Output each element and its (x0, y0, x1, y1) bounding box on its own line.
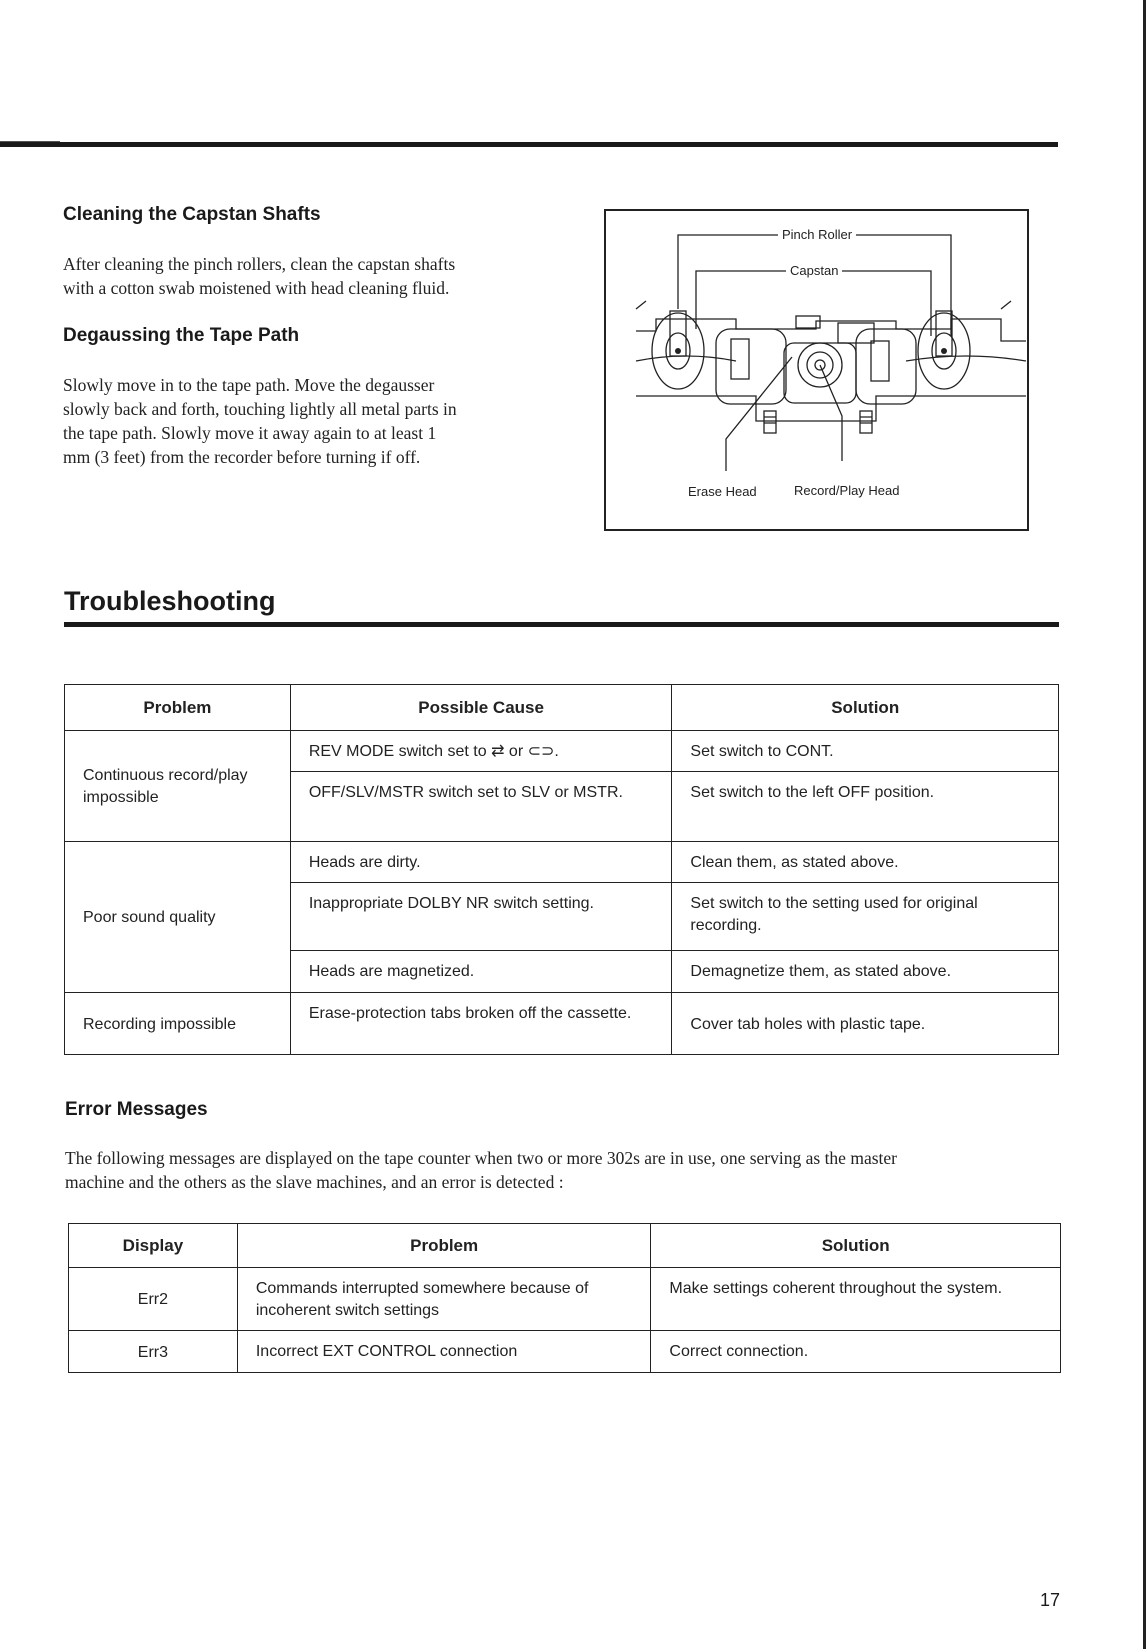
error-problem-cell (237, 1268, 651, 1331)
cause-text: REV MODE switch set to ⇄ or ⊂⊃. (308, 743, 559, 760)
problem-header: Problem (65, 685, 291, 731)
error-solution-header: Solution (651, 1224, 1061, 1268)
erase-head-label: Erase Head (688, 484, 757, 499)
solution-cell (672, 951, 1059, 993)
error-solution-cell (651, 1268, 1061, 1331)
degaussing-heading: Degaussing the Tape Path (63, 325, 300, 346)
troubleshooting-rule (64, 622, 1059, 627)
solution-text: Clean them, as stated above. (690, 854, 899, 871)
capstan-label: Capstan (786, 263, 842, 278)
troubleshooting-header-row (65, 685, 1059, 731)
solution-text: Set switch to the left OFF position. (690, 784, 935, 801)
cleaning-text-line-2: with a cotton swab moistened with head cleaning fluid. (63, 278, 450, 298)
problem-cell (65, 731, 291, 842)
cause-cell (290, 951, 672, 993)
cause-cell (290, 842, 672, 883)
cause-text: Heads are magnetized. (308, 963, 475, 980)
problem-cell (65, 993, 291, 1055)
pinch-roller-label: Pinch Roller (778, 227, 856, 242)
solution-text: Set switch to the setting used for original recording. (690, 895, 978, 934)
error-header-row (69, 1224, 1061, 1268)
cause-cell (290, 731, 672, 772)
error-messages-heading: Error Messages (65, 1099, 208, 1120)
degaussing-text-line-4: mm (3 feet) from the recorder before turning if off. (63, 447, 421, 467)
cause-cell (290, 883, 672, 951)
page-number: 17 (1040, 1590, 1061, 1610)
table-row (65, 731, 1059, 772)
cause-text: Erase-protection tabs broken off the cassette. (308, 1005, 632, 1022)
solution-text: Cover tab holes with plastic tape. (690, 1015, 926, 1033)
error-intro-line-2: machine and the others as the slave machines, and an error is detected : (65, 1172, 564, 1192)
display-cell (69, 1331, 238, 1373)
troubleshooting-heading: Troubleshooting (64, 586, 276, 616)
solution-cell (672, 772, 1059, 842)
problem-text: Recording impossible (83, 1015, 236, 1033)
table-row (69, 1268, 1061, 1331)
possible-cause-header: Possible Cause (290, 685, 672, 731)
record-play-head-label: Record/Play Head (794, 483, 900, 498)
degaussing-text-line-2: slowly back and forth, touching lightly all metal parts in (63, 399, 457, 419)
problem-cell (65, 842, 291, 993)
solution-cell (672, 731, 1059, 772)
display-cell (69, 1268, 238, 1331)
solution-text: Demagnetize them, as stated above. (690, 963, 952, 980)
error-solution-cell (651, 1331, 1061, 1373)
error-problem-header: Problem (237, 1224, 651, 1268)
solution-cell (672, 883, 1059, 951)
error-problem-text: Incorrect EXT CONTROL connection (255, 1343, 518, 1360)
cause-cell (290, 993, 672, 1055)
page-edge-shadow (1143, 0, 1146, 1649)
cleaning-text-line-1: After cleaning the pinch rollers, clean the capstan shafts (63, 254, 456, 274)
cleaning-heading: Cleaning the Capstan Shafts (63, 204, 321, 225)
table-row (65, 842, 1059, 883)
display-text: Err2 (137, 1291, 169, 1308)
error-messages-table (68, 1223, 1061, 1373)
table-row (65, 993, 1059, 1055)
troubleshooting-table (64, 684, 1059, 1055)
error-solution-text: Make settings coherent throughout the system. (669, 1280, 1003, 1297)
table-row (69, 1331, 1061, 1373)
degaussing-text-line-1: Slowly move in to the tape path. Move the degausser (63, 375, 435, 395)
degaussing-text-line-3: the tape path. Slowly move it away again to at least 1 (63, 423, 437, 443)
display-header: Display (69, 1224, 238, 1268)
cause-text: Inappropriate DOLBY NR switch setting. (308, 895, 594, 912)
solution-text: Set switch to CONT. (690, 743, 834, 760)
cause-text: Heads are dirty. (308, 854, 421, 871)
error-problem-cell (237, 1331, 651, 1373)
solution-cell (672, 842, 1059, 883)
error-problem-text: Commands interrupted somewhere because of incoherent switch settings (255, 1280, 589, 1319)
top-rule (0, 142, 1058, 147)
solution-header: Solution (672, 685, 1059, 731)
cause-cell (290, 772, 672, 842)
error-solution-text: Correct connection. (669, 1343, 809, 1360)
cause-text: OFF/SLV/MSTR switch set to SLV or MSTR. (308, 784, 623, 801)
tape-path-figure (604, 209, 1029, 531)
display-text: Err3 (137, 1343, 169, 1361)
problem-text: Continuous record/play impossible (83, 767, 248, 806)
problem-text: Poor sound quality (83, 909, 216, 926)
error-intro-line-1: The following messages are displayed on the tape counter when two or more 302s are in use, one serving as the master (65, 1148, 897, 1168)
solution-cell (672, 993, 1059, 1055)
